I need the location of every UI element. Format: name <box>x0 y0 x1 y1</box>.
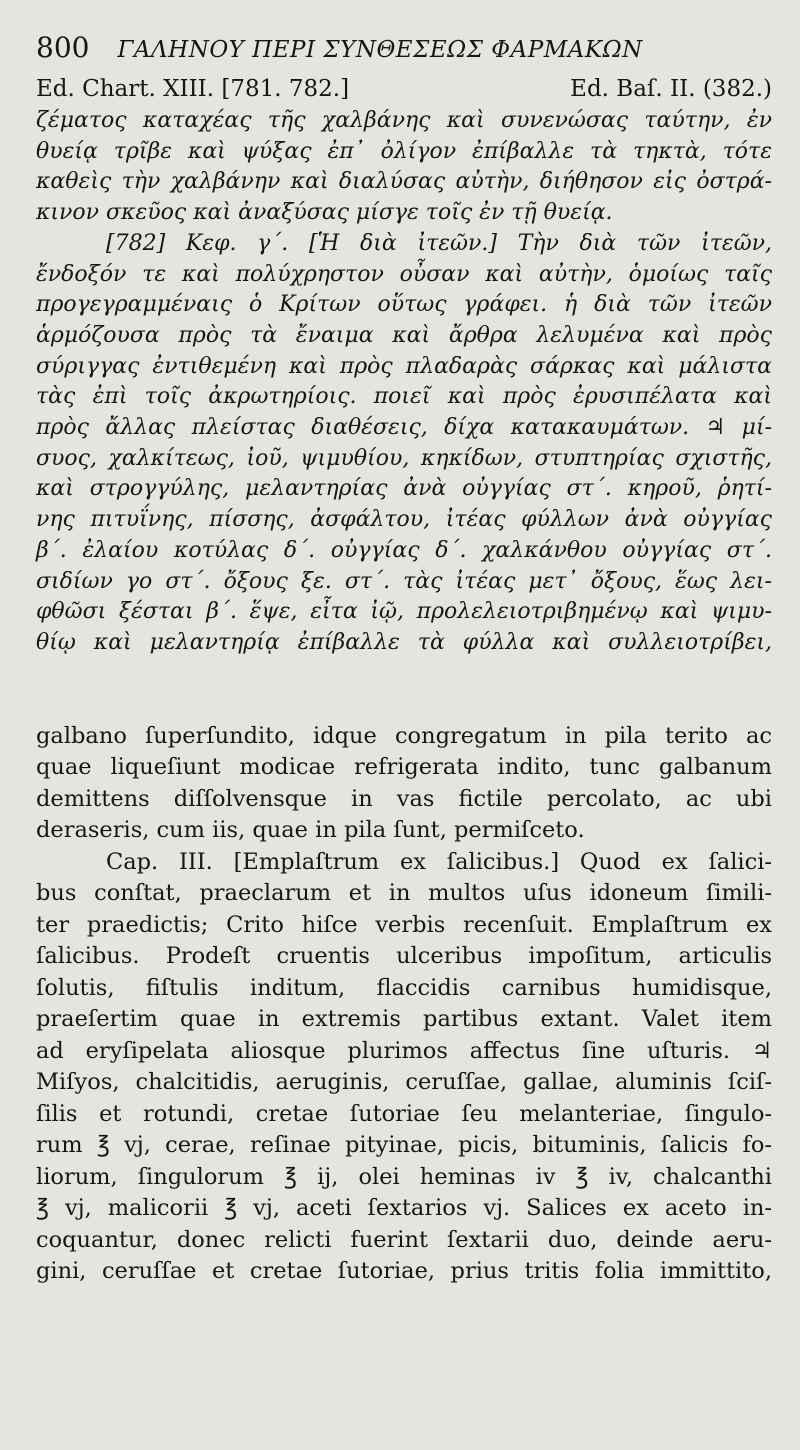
latin-text-block <box>36 721 772 1288</box>
latin-text-line: ſalicibus. Prodeſt cruentis ulceribus impoſitum, articulis <box>36 943 772 970</box>
running-title: ΓΑΛΗΝΟΥ ΠΕΡΙ ΣΥΝΘΕΣΕΩΣ ΦΑΡΜΑΚΩΝ <box>117 37 643 63</box>
greek-text-line: καὶ στρογγύλης, μελαντηρίας ἀνὰ οὐγγίας στ΄. κηροῦ, ῥητί- <box>36 476 772 502</box>
latin-text-line: liorum, ſingulorum ℥ ij, olei heminas iv ℥ iv, chalcanthi <box>36 1163 772 1190</box>
page-header <box>36 30 772 68</box>
greek-text-line: συος, χαλκίτεως, ἰοῦ, ψιμυθίου, κηκίδων, στυπτηρίας σχιστῆς, <box>36 445 772 471</box>
greek-text-line: ἔνδοξόν τε καὶ πολύχρηστον οὖσαν καὶ αὐτὴν, ὁμοίως ταῖς <box>36 261 772 287</box>
latin-text-line: ſolutis, fiſtulis inditum, flaccidis carnibus humidisque, <box>36 974 772 1001</box>
greek-text-block <box>36 106 772 659</box>
greek-text-line: σύριγγας ἐντιθεμένη καὶ πρὸς πλαδαρὰς σάρκας καὶ μάλιστα <box>36 353 772 379</box>
greek-text-line: β΄. ἐλαίου κοτύλας δ΄. οὐγγίας δ΄. χαλκάνθου οὐγγίας στ΄. <box>36 537 772 563</box>
greek-text-line: [782] Κεφ. γ΄. [Ἡ διὰ ἰτεῶν.] Τὴν διὰ τῶν ἰτεῶν, <box>106 230 772 256</box>
greek-text-line: πρὸς ἄλλας πλείστας διαθέσεις, δίχα κατακαυμάτων. ♃ μί- <box>36 415 772 441</box>
edition-left: Ed. Chart. XIII. [781. 782.] <box>36 76 350 102</box>
greek-text-line: σιδίων γο στ΄. ὄξους ξε. στ΄. τὰς ἰτέας μετ᾽ ὄξους, ἕως λει- <box>36 568 772 594</box>
latin-text-line: gini, ceruſſae et cretae ſutoriae, prius tritis folia immittito, <box>36 1258 772 1285</box>
greek-text-line: νης πιτυΐνης, πίσσης, ἀσφάλτου, ἰτέας φύλλων ἀνὰ οὐγγίας <box>36 507 772 533</box>
greek-text-line: κινον σκεῦος καὶ ἀναξύσας μίσγε τοῖς ἐν τῇ θυείᾳ. <box>36 200 613 226</box>
latin-text-line: galbano ſuperſundito, idque congregatum in pila terito ac <box>36 722 772 749</box>
latin-text-line: ℥ vj, malicorii ℥ vj, aceti ſextarios vj. Salices ex aceto in- <box>36 1195 772 1222</box>
latin-text-line: demittens diſſolvensque in vas fictile percolato, ac ubi <box>36 785 772 812</box>
latin-text-line: ter praedictis; Crito hiſce verbis recenſuit. Emplaſtrum ex <box>36 911 772 938</box>
page-number: 800 <box>36 31 90 64</box>
greek-text-line: θίῳ καὶ μελαντηρίᾳ ἐπίβαλλε τὰ φύλλα καὶ συλλειοτρίβει, <box>36 629 772 655</box>
greek-text-line: προγεγραμμέναις ὁ Κρίτων οὕτως γράφει. ἡ διὰ τῶν ἰτεῶν <box>36 292 772 318</box>
latin-text-line: rum ℥ vj, cerae, reſinae pityinae, picis, bituminis, ſalicis fo- <box>36 1132 772 1159</box>
latin-text-line: deraseris, cum iis, quae in pila ſunt, permiſceto. <box>36 817 585 844</box>
latin-text-line: ſilis et rotundi, cretae ſutoriae ſeu melanteriae, ſingulo- <box>36 1100 772 1127</box>
latin-text-line: quae liqueſiunt modicae refrigerata indito, tunc galbanum <box>36 754 772 781</box>
greek-text-line: φθῶσι ξέσται β΄. ἕψε, εἶτα ἰῷ, προλελειοτριβημένῳ καὶ ψιμυ- <box>36 599 772 625</box>
greek-text-line: καθεὶς τὴν χαλβάνην καὶ διαλύσας αὐτὴν, διήθησον εἰς ὀστρά- <box>36 169 772 195</box>
greek-text-line: θυείᾳ τρῖβε καὶ ψύξας ἐπ᾽ ὀλίγον ἐπίβαλλε τὰ τηκτὰ, τότε <box>36 138 772 164</box>
greek-text-line: ζέματος καταχέας τῆς χαλβάνης καὶ συνενώσας ταύτην, ἐν <box>36 108 772 133</box>
greek-text-line: ἁρμόζουσα πρὸς τὰ ἔναιμα καὶ ἄρθρα λελυμένα καὶ πρὸς <box>36 322 772 348</box>
latin-text-line: praeſertim quae in extremis partibus extant. Valet item <box>36 1006 772 1033</box>
greek-text-line: τὰς ἐπὶ τοῖς ἀκρωτηρίοις. ποιεῖ καὶ πρὸς ἐρυσιπέλατα καὶ <box>36 384 772 410</box>
latin-text-line: Cap. III. [Emplaſtrum ex ſalicibus.] Quod ex ſalici- <box>106 848 772 875</box>
edition-right: Ed. Baſ. II. (382.) <box>570 76 772 102</box>
edition-reference-line <box>36 74 772 104</box>
latin-text-line: ad eryſipelata aliosque plurimos affectus ſine uſturis. ♃ <box>36 1037 772 1064</box>
latin-text-line: coquantur, donec relicti fuerint ſextarii duo, deinde aeru- <box>36 1226 772 1253</box>
latin-text-line: Miſyos, chalcitidis, aeruginis, ceruſſae, gallae, aluminis ſciſ- <box>36 1069 772 1096</box>
latin-text-line: bus conſtat, praeclarum et in multos uſus idoneum ſimili- <box>36 880 772 907</box>
